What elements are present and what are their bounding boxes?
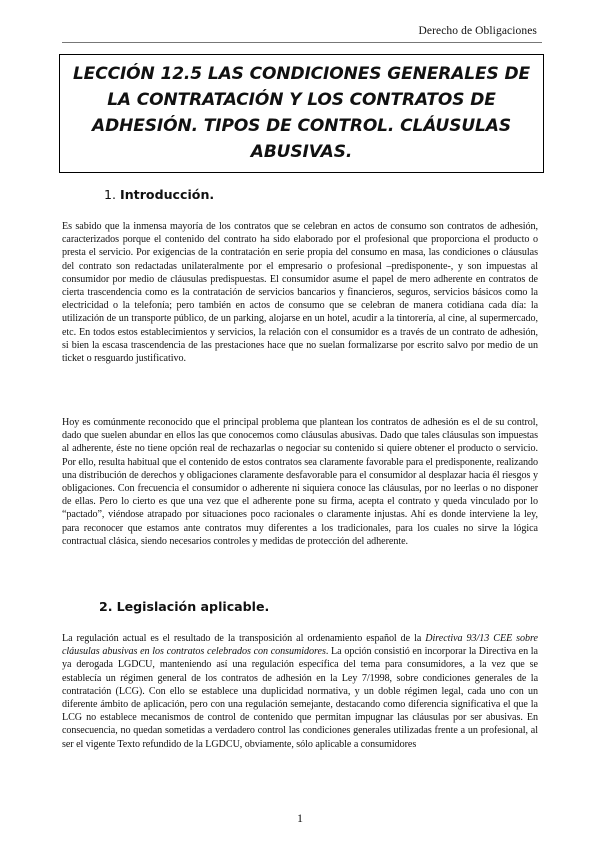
page-number: 1	[297, 811, 303, 825]
lesson-title-box	[59, 54, 544, 173]
section-title: Introducción.	[120, 187, 215, 202]
section-number: 1.	[104, 187, 117, 202]
directive-citation: Directiva 93/13 CEE sobre cláusulas abusivas en los contratos celebrados con consumidores	[62, 633, 538, 658]
title-line-2: LA CONTRATACIÓN Y LOS CONTRATOS DE	[107, 90, 496, 110]
paragraph-text-start: La regulación actual es el resultado de la transposición al ordenamiento español de la	[62, 633, 426, 644]
paragraph-intro-1: Es sabido que la inmensa mayoría de los contratos que se celebran en actos de consumo son contratos de adhesión, caracterizados porque el contenido del contrato ha sido elaborado por el profesional que proporciona el producto o presta el servicio. Por exigencias de la contratación en serie propia del consumo en masa, las condiciones o cláusulas del contrato son redactadas unilateralmente por el empresario o profesional –predisponente-, y son impuestas al consumidor por medio de cláusulas predispuestas. El consumidor asume el papel de mero adherente en contratos de cierta trascendencia como es la contratación de servicios bancarios y financieros, seguros, servicios básicos como la electricidad o la telefonía; pero también en actos de consumo que se celebran de manera cotidiana cada día: la utilización de un transporte público, de un parking, alojarse en un hotel, acudir a la tintorería, al cine, al supermercado, etc. En todos estos establecimientos y servicios, la relación con el consumidor es a través de un contrato de adhesión, si bien la escasa trascendencia de las prestaciones hace que no suelan formalizarse por escrito salvo por medio de un ticket o resguardo justificativo.	[62, 221, 538, 365]
section-title: Legislación aplicable.	[116, 599, 270, 614]
paragraph-intro-2: Hoy es comúnmente reconocido que el principal problema que plantean los contratos de adhesión es el de su control, dado que suelen abundar en ellos las que conocemos como cláusulas abusivas. Dado que tales cláusulas son impuestas al adherente, éste no tiene opción real de rechazarlas o negociar su contenido si quiere obtener el producto o servicio. Por ello, resulta habitual que el contenido de estos contratos sea claramente favorable para el predisponente, realizando una distribución de derechos y obligaciones claramente desfavorable para el consumidor al desplazar hacia él riesgos y obligaciones. Con frecuencia el consumidor o adherente ni siquiera conoce las cláusulas, por no leerlas o no disponer de ellas. Pero lo cierto es que una vez que el adherente pone su firma, acepta el contrato y queda vinculado por lo “pactado”, viéndose atrapado por situaciones poco racionales o claramente injustas. Ahí es donde interviene la ley, para reconocer que estamos ante contratos muy diferentes a los tradicionales, para los cuales no sirve la lógica contractual clásica, siendo necesarios controles y medidas de protección del adherente.	[62, 417, 538, 547]
paragraph-text-rest: . La opción consistió en incorporar la Directiva en la ya derogada LGDCU, manteniendo así una regulación específica del tema para consumidores, a la vez que se establecía un régimen general de los contratos de adhesión en la Ley 7/1998, sobre condiciones generales de la contratación (LCG). Con ello se establece una duplicidad normativa, y un doble régimen legal, cada uno con un diferente ámbito de aplicación, pero con una regulación semejante, destacando como diferencia significativa el que la LCG no establece mecanismos de control de contenido que permitan impugnar las cláusulas por ser abusivas. En consecuencia, no quedan sometidas a verdadero control las condiciones generales utilizadas frente a un profesional, al ser el vigente Texto refundido de la LGDCU, obviamente, sólo aplicable a consumidores	[62, 646, 538, 750]
title-line-4: ABUSIVAS.	[250, 142, 353, 162]
title-line-1: LECCIÓN 12.5 LAS CONDICIONES GENERALES DE	[72, 64, 531, 84]
title-line-3: ADHESIÓN. TIPOS DE CONTROL. CLÁUSULAS	[92, 116, 511, 136]
paragraph-legislacion	[62, 632, 538, 751]
running-header: Derecho de Obligaciones	[418, 25, 537, 37]
section-number: 2.	[99, 599, 113, 614]
section-heading-legislacion	[99, 599, 269, 614]
header-rule	[62, 42, 542, 43]
section-heading-introduccion	[104, 187, 214, 202]
